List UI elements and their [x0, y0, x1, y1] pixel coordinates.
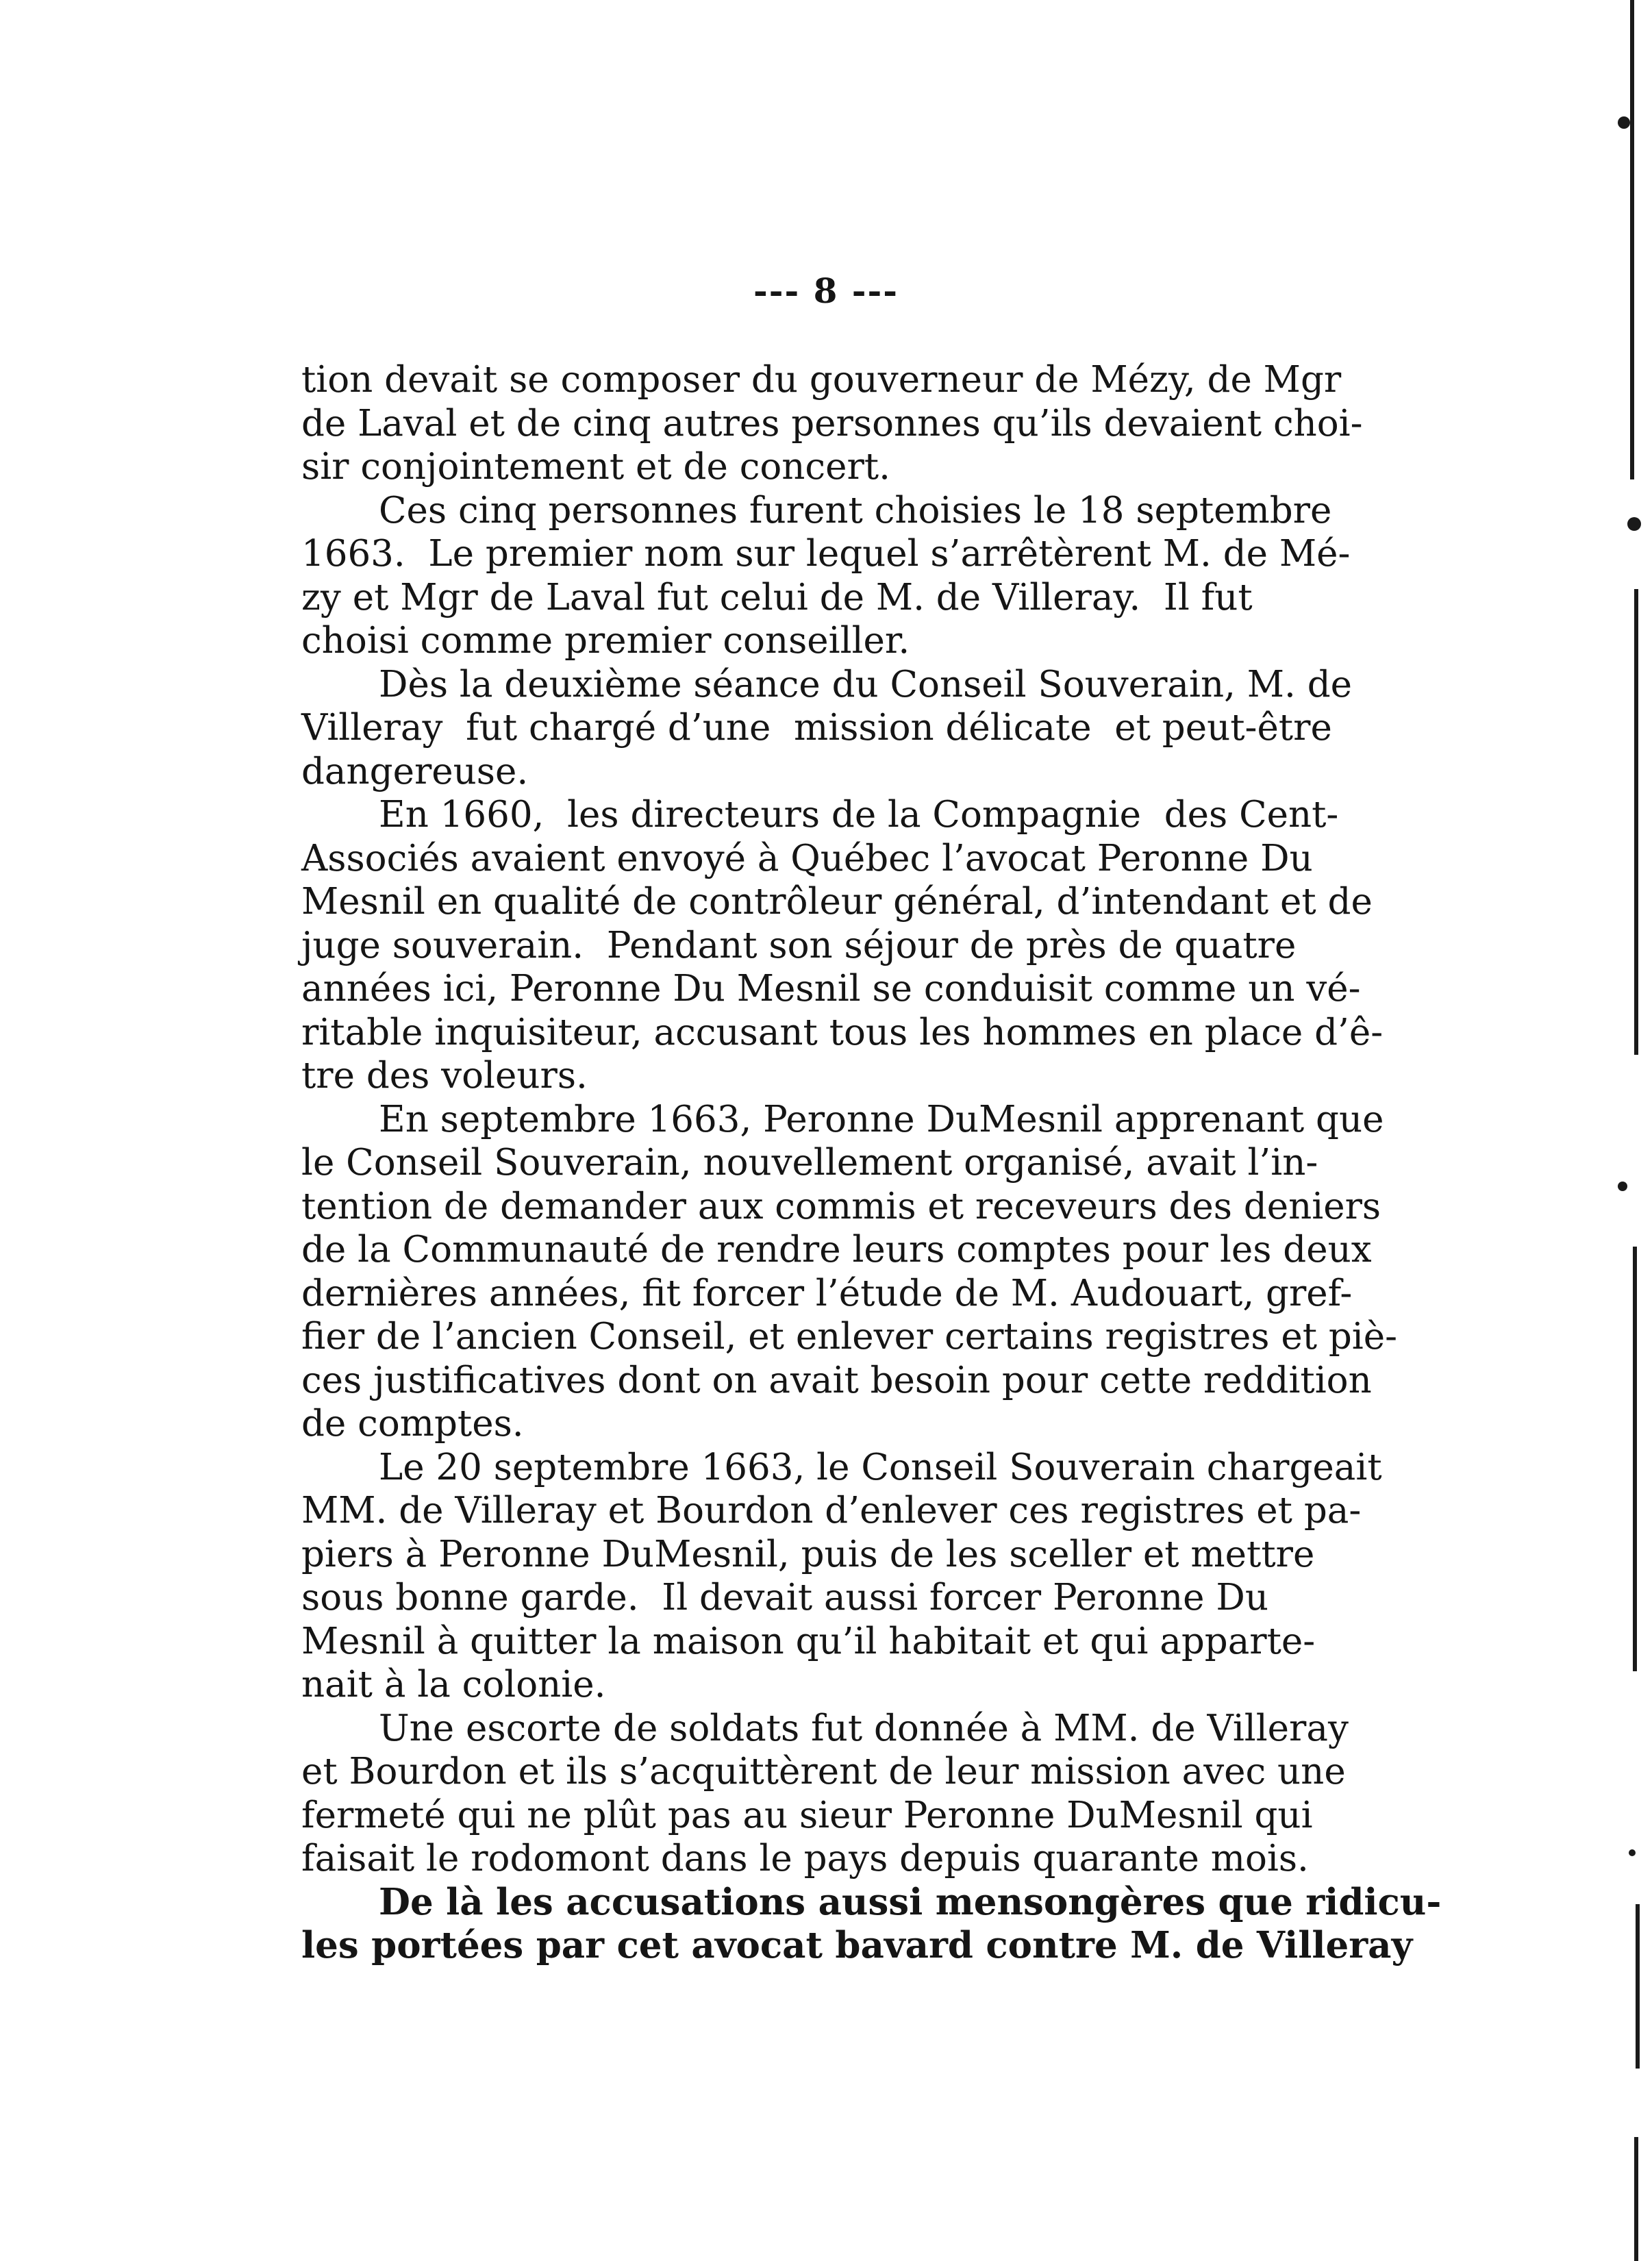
text-line: ritable inquisiteur, accusant tous les hommes en place d’ê- [301, 1011, 1384, 1053]
text-line: Associés avaient envoyé à Québec l’avocat Peronne Du [301, 837, 1313, 879]
scan-edge-line [1634, 589, 1638, 1055]
text-line: choisi comme premier conseiller. [301, 620, 910, 662]
text-line: dernières années, fit forcer l’étude de M. Audouart, gref- [301, 1272, 1353, 1314]
text-line: Mesnil à quitter la maison qu’il habitait et qui apparte- [301, 1620, 1316, 1662]
text-line: piers à Peronne DuMesnil, puis de les sceller et mettre [301, 1533, 1315, 1575]
paragraph [301, 1707, 1360, 1881]
text-line: De là les accusations aussi mensongères que ridicu- [379, 1880, 1442, 1923]
text-line: nait à la colonie. [301, 1664, 606, 1706]
paragraph [301, 663, 1360, 794]
paragraph [301, 1446, 1382, 1707]
text-line: Ces cinq personnes furent choisies le 18 septembre [379, 489, 1332, 532]
text-line: Le 20 septembre 1663, le Conseil Souverain chargeait [379, 1446, 1382, 1488]
text-line: les portées par cet avocat bavard contre M. de Villeray [301, 1924, 1413, 1966]
text-line: sous bonne garde. Il devait aussi forcer Peronne Du [301, 1577, 1268, 1619]
text-line: fier de l’ancien Conseil, et enlever certains registres et piè- [301, 1316, 1398, 1358]
scan-edge-marks [1570, 0, 1652, 2261]
paragraph [301, 1880, 1442, 1968]
text-line: de la Communauté de rendre leurs comptes pour les deux [301, 1229, 1372, 1271]
paragraph [301, 358, 1363, 489]
text-line: dangereuse. [301, 750, 529, 792]
scan-speck [1618, 116, 1630, 129]
text-line: MM. de Villeray et Bourdon d’enlever ces registres et pa- [301, 1490, 1362, 1532]
text-line: et Bourdon et ils s’acquittèrent de leur mission avec une [301, 1751, 1346, 1792]
scan-edge-line [1634, 2137, 1638, 2261]
text-line: Villeray fut chargé d’une mission délicate et peut-être [301, 707, 1332, 749]
text-line: zy et Mgr de Laval fut celui de M. de Villeray. Il fut [301, 576, 1253, 619]
scan-speck [1627, 517, 1641, 531]
text-line: Dès la deuxième séance du Conseil Souverain, M. de [379, 663, 1353, 705]
text-line: faisait le rodomont dans le pays depuis quarante mois. [301, 1838, 1309, 1879]
text-line: années ici, Peronne Du Mesnil se conduisit comme un vé- [301, 968, 1361, 1010]
paragraph [301, 793, 1384, 1098]
text-line: En septembre 1663, Peronne DuMesnil apprenant que [379, 1098, 1384, 1140]
text-line: ces justificatives dont on avait besoin pour cette reddition [301, 1359, 1372, 1401]
scan-edge-line [1633, 1247, 1637, 1671]
paragraph [301, 1098, 1398, 1446]
page-number: --- 8 --- [753, 271, 899, 311]
scan-speck [1618, 1182, 1627, 1191]
text-line: tre des voleurs. [301, 1055, 588, 1097]
text-line: En 1660, les directeurs de la Compagnie des Cent- [379, 794, 1339, 836]
text-line: de Laval et de cinq autres personnes qu’ils devaient choi- [301, 402, 1363, 445]
text-line: sir conjointement et de concert. [301, 446, 890, 488]
text-line: Mesnil en qualité de contrôleur général, d’intendant et de [301, 881, 1373, 923]
text-line: fermeté qui ne plût pas au sieur Peronne DuMesnil qui [301, 1794, 1313, 1836]
text-line: de comptes. [301, 1403, 524, 1445]
text-line: juge souverain. Pendant son séjour de près de quatre [301, 924, 1297, 966]
paragraph [301, 489, 1360, 663]
text-line: le Conseil Souverain, nouvellement organisé, avait l’in- [301, 1142, 1318, 1184]
text-line: 1663. Le premier nom sur lequel s’arrêtèrent M. de Mé- [301, 533, 1351, 575]
scan-edge-line [1630, 0, 1634, 479]
scan-edge-line [1636, 1904, 1640, 2069]
text-line: Une escorte de soldats fut donnée à MM. de Villeray [379, 1707, 1349, 1749]
body-text [301, 358, 1442, 1968]
scan-speck [1629, 1849, 1636, 1856]
text-line: tention de demander aux commis et receveurs des deniers [301, 1185, 1381, 1227]
text-line: tion devait se composer du gouverneur de Mézy, de Mgr [301, 359, 1342, 401]
